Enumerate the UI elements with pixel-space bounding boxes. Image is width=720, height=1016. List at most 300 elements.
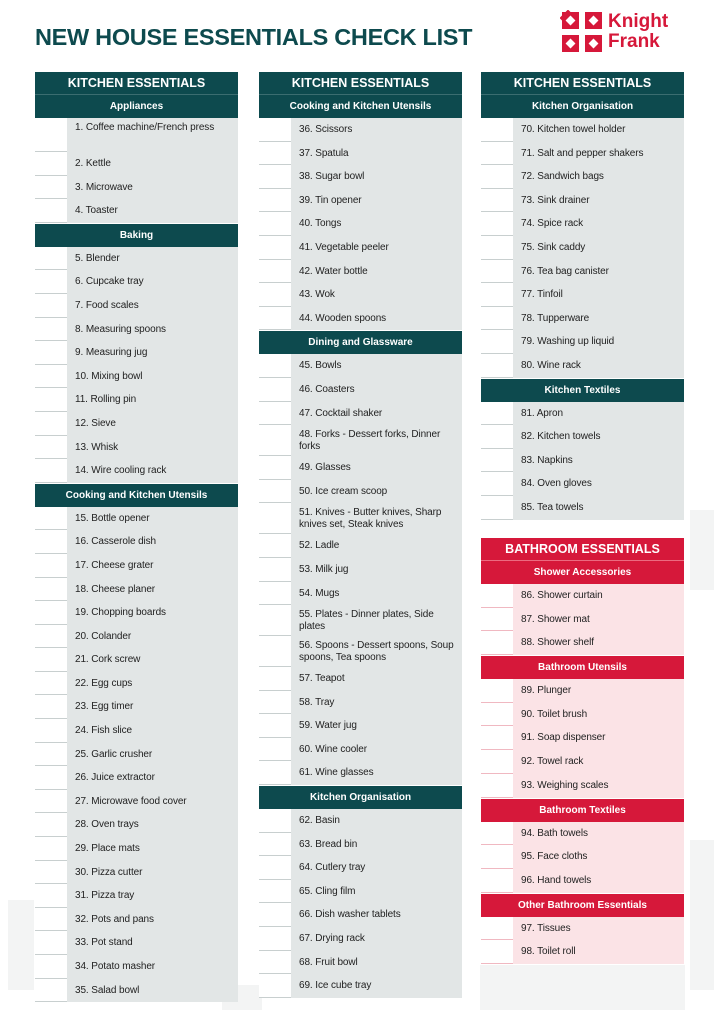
item-label: 39. Tin opener [299, 194, 362, 206]
checkbox[interactable] [481, 869, 513, 893]
checkbox[interactable] [259, 714, 291, 738]
background-house-decoration [8, 900, 34, 990]
item-label: 25. Garlic crusher [75, 748, 153, 760]
checkbox[interactable] [35, 152, 67, 176]
item-label: 52. Ladle [299, 540, 340, 552]
checklist-item [35, 318, 238, 342]
checkbox[interactable] [259, 378, 291, 402]
section-heading: Other Bathroom Essentials [481, 893, 684, 917]
checkbox[interactable] [481, 212, 513, 236]
logo-mark-icon [560, 10, 604, 54]
checkbox[interactable] [481, 260, 513, 284]
item-label: 21. Cork screw [75, 654, 141, 666]
checkbox[interactable] [259, 636, 291, 667]
item-label: 6. Cupcake tray [75, 276, 144, 288]
item-label: 62. Basin [299, 815, 340, 827]
checkbox[interactable] [35, 719, 67, 743]
checklist-item [481, 142, 684, 166]
checkbox[interactable] [35, 412, 67, 436]
item-label: 17. Cheese grater [75, 559, 154, 571]
checklist-item [259, 402, 462, 426]
checklist-item [259, 582, 462, 606]
checklist-item [35, 341, 238, 365]
checkbox[interactable] [481, 584, 513, 608]
checkbox[interactable] [259, 761, 291, 785]
checklist-item [35, 601, 238, 625]
checklist-item [481, 212, 684, 236]
checkbox[interactable] [35, 695, 67, 719]
item-label: 55. Plates - Dinner plates, Side plates [299, 609, 434, 633]
column-kitchen-3 [481, 72, 684, 520]
item-label: 48. Forks - Dessert forks, Dinner forks [299, 429, 441, 453]
item-label: 60. Wine cooler [299, 743, 367, 755]
checklist-item [259, 605, 462, 636]
item-label: 15. Bottle opener [75, 512, 150, 524]
item-label: 26. Juice extractor [75, 772, 155, 784]
column-heading: KITCHEN ESSENTIALS [35, 72, 238, 94]
item-label: 88. Shower shelf [521, 637, 594, 649]
checkbox[interactable] [259, 534, 291, 558]
item-label: 8. Measuring spoons [75, 323, 166, 335]
checkbox[interactable] [259, 809, 291, 833]
item-label: 28. Oven trays [75, 819, 139, 831]
item-label: 24. Fish slice [75, 725, 132, 737]
column-heading: KITCHEN ESSENTIALS [481, 72, 684, 94]
checklist-item [35, 743, 238, 767]
item-label: 98. Toilet roll [521, 946, 576, 958]
item-label: 57. Teapot [299, 673, 345, 685]
checklist-item [35, 931, 238, 955]
checkbox[interactable] [35, 318, 67, 342]
checklist-item [481, 118, 684, 142]
checklist-item [35, 884, 238, 908]
checkbox[interactable] [259, 605, 291, 636]
checkbox[interactable] [35, 931, 67, 955]
item-label: 72. Sandwich bags [521, 171, 604, 183]
checkbox[interactable] [259, 691, 291, 715]
checklist-item [481, 260, 684, 284]
column-heading: BATHROOM ESSENTIALS [481, 538, 684, 560]
item-label: 47. Cocktail shaker [299, 407, 383, 419]
checklist-item [35, 388, 238, 412]
checklist-item [259, 667, 462, 691]
checkbox[interactable] [259, 283, 291, 307]
checkbox[interactable] [259, 118, 291, 142]
item-label: 59. Water jug [299, 720, 357, 732]
background-house-decoration [690, 510, 714, 590]
checklist-item [481, 165, 684, 189]
item-label: 86. Shower curtain [521, 590, 603, 601]
checklist-item [481, 679, 684, 703]
checklist-item [481, 845, 684, 869]
column-kitchen-2 [259, 72, 462, 998]
checklist-item [35, 908, 238, 932]
checklist-item [259, 856, 462, 880]
checkbox[interactable] [481, 845, 513, 869]
checkbox[interactable] [35, 743, 67, 767]
logo-wordmark [608, 12, 668, 52]
checkbox[interactable] [35, 199, 67, 223]
checklist-item [481, 869, 684, 893]
checkbox[interactable] [481, 940, 513, 964]
checklist-item [481, 402, 684, 426]
checklist-item [35, 294, 238, 318]
checkbox[interactable] [259, 260, 291, 284]
item-label: 34. Potato masher [75, 961, 156, 972]
section-heading: Cooking and Kitchen Utensils [35, 483, 238, 507]
checkbox[interactable] [35, 554, 67, 578]
checklist-item [481, 425, 684, 449]
checklist-item [35, 436, 238, 460]
checklist-item [259, 714, 462, 738]
checkbox[interactable] [481, 189, 513, 213]
checklist-item [259, 165, 462, 189]
item-label: 11. Rolling pin [75, 394, 137, 406]
item-label: 14. Wire cooling rack [75, 465, 167, 477]
checklist-item [35, 118, 238, 152]
checkbox[interactable] [35, 979, 67, 1003]
checklist-item [481, 940, 684, 964]
item-label: 76. Tea bag canister [521, 265, 609, 277]
checklist-item [35, 955, 238, 979]
checklist-item [481, 774, 684, 798]
background-house-decoration [690, 840, 714, 990]
item-label: 93. Weighing scales [521, 779, 609, 791]
checklist-item [35, 766, 238, 790]
checkbox[interactable] [259, 165, 291, 189]
item-label: 65. Cling film [299, 885, 356, 897]
checkbox[interactable] [35, 625, 67, 649]
checkbox[interactable] [259, 558, 291, 582]
checkbox[interactable] [259, 354, 291, 378]
checkbox[interactable] [35, 270, 67, 294]
item-label: 67. Drying rack [299, 933, 365, 945]
checkbox[interactable] [259, 856, 291, 880]
checklist-item [35, 270, 238, 294]
checklist-item [259, 974, 462, 998]
checkbox[interactable] [35, 790, 67, 814]
checkbox[interactable] [481, 283, 513, 307]
section-heading: Kitchen Organisation [481, 94, 684, 118]
column-kitchen-1 [35, 72, 238, 1002]
checklist-item [481, 307, 684, 331]
checkbox[interactable] [481, 496, 513, 520]
checklist-item [481, 917, 684, 941]
item-label: 81. Apron [521, 407, 563, 419]
checklist-item [259, 236, 462, 260]
checklist-item [35, 365, 238, 389]
checklist-item [35, 837, 238, 861]
item-label: 97. Tissues [521, 922, 571, 934]
checkbox[interactable] [481, 118, 513, 142]
checkbox[interactable] [481, 236, 513, 260]
checkbox[interactable] [481, 425, 513, 449]
item-label: 18. Cheese planer [75, 583, 156, 595]
checkbox[interactable] [481, 330, 513, 354]
checklist-item [259, 636, 462, 667]
item-label: 91. Soap dispenser [521, 732, 606, 744]
checkbox[interactable] [259, 951, 291, 975]
checkbox[interactable] [481, 142, 513, 166]
section-heading: Shower Accessories [481, 560, 684, 584]
checkbox[interactable] [259, 480, 291, 504]
checkbox[interactable] [259, 927, 291, 951]
checkbox[interactable] [35, 766, 67, 790]
checklist-item [259, 354, 462, 378]
checkbox[interactable] [481, 307, 513, 331]
checklist-item [35, 979, 238, 1003]
checklist-item [35, 672, 238, 696]
checkbox[interactable] [259, 582, 291, 606]
checklist-item [35, 412, 238, 436]
checkbox[interactable] [259, 425, 291, 456]
item-label: 87. Shower mat [521, 613, 590, 625]
checkbox[interactable] [35, 601, 67, 625]
item-label: 66. Dish washer tablets [299, 909, 401, 921]
section-heading: Dining and Glassware [259, 330, 462, 354]
checkbox[interactable] [259, 236, 291, 260]
checklist-item [481, 496, 684, 520]
checklist-item [259, 142, 462, 166]
checklist-item [481, 584, 684, 608]
checkbox[interactable] [259, 880, 291, 904]
checklist-item [481, 354, 684, 378]
checklist-item [481, 472, 684, 496]
checkbox[interactable] [35, 861, 67, 885]
checkbox[interactable] [481, 402, 513, 426]
checklist-item [481, 703, 684, 727]
checkbox[interactable] [259, 503, 291, 534]
checklist-item [35, 648, 238, 672]
item-label: 16. Casserole dish [75, 536, 157, 548]
item-label: 58. Tray [299, 696, 335, 708]
item-label: 5. Blender [75, 252, 120, 264]
checklist-item [259, 558, 462, 582]
item-label: 50. Ice cream scoop [299, 485, 388, 497]
checklist-item [259, 927, 462, 951]
checkbox[interactable] [259, 142, 291, 166]
item-label: 64. Cutlery tray [299, 862, 366, 874]
item-label: 3. Microwave [75, 181, 133, 193]
checkbox[interactable] [259, 402, 291, 426]
checklist-item [35, 790, 238, 814]
checklist-item [481, 330, 684, 354]
item-label: 82. Kitchen towels [521, 431, 601, 443]
item-label: 23. Egg timer [75, 701, 134, 713]
checklist-item [35, 578, 238, 602]
item-label: 80. Wine rack [521, 359, 581, 371]
checklist-item [481, 822, 684, 846]
column-bathroom [481, 538, 684, 964]
checkbox[interactable] [35, 176, 67, 200]
section-heading: Bathroom Utensils [481, 655, 684, 679]
item-label: 75. Sink caddy [521, 241, 586, 253]
section-heading: Appliances [35, 94, 238, 118]
checklist-item [259, 534, 462, 558]
logo-line-2: Frank [608, 31, 660, 52]
checkbox[interactable] [35, 294, 67, 318]
checkbox[interactable] [481, 449, 513, 473]
item-label: 33. Pot stand [75, 937, 133, 949]
item-label: 85. Tea towels [521, 501, 584, 513]
item-label: 54. Mugs [299, 587, 340, 599]
checklist-item [259, 761, 462, 785]
section-heading: Kitchen Organisation [259, 785, 462, 809]
checkbox[interactable] [35, 341, 67, 365]
checkbox[interactable] [35, 118, 67, 152]
checklist-item [259, 456, 462, 480]
checkbox[interactable] [35, 648, 67, 672]
item-label: 42. Water bottle [299, 265, 368, 277]
checkbox[interactable] [481, 726, 513, 750]
item-label: 27. Microwave food cover [75, 795, 187, 807]
checkbox[interactable] [35, 388, 67, 412]
item-label: 78. Tupperware [521, 312, 590, 324]
item-label: 36. Scissors [299, 124, 353, 135]
checkbox[interactable] [35, 884, 67, 908]
checklist-item [259, 809, 462, 833]
checklist-item [35, 176, 238, 200]
checklist-item [35, 247, 238, 271]
checklist-item [259, 260, 462, 284]
checkbox[interactable] [259, 667, 291, 691]
item-label: 84. Oven gloves [521, 478, 592, 490]
item-label: 90. Toilet brush [521, 708, 588, 720]
item-label: 51. Knives - Butter knives, Sharp knives set, Steak knives [299, 507, 442, 531]
item-label: 53. Milk jug [299, 563, 349, 575]
section-heading: Bathroom Textiles [481, 798, 684, 822]
checklist-item [481, 449, 684, 473]
item-label: 63. Bread bin [299, 838, 358, 850]
item-label: 35. Salad bowl [75, 984, 140, 996]
checkbox[interactable] [35, 436, 67, 460]
item-label: 13. Whisk [75, 441, 119, 453]
checklist-item [481, 750, 684, 774]
checkbox[interactable] [481, 679, 513, 703]
checklist-item [481, 608, 684, 632]
checklist-item [259, 212, 462, 236]
item-label: 31. Pizza tray [75, 890, 135, 902]
item-label: 41. Vegetable peeler [299, 241, 389, 253]
checkbox[interactable] [481, 354, 513, 378]
item-label: 77. Tinfoil [521, 289, 563, 301]
item-label: 4. Toaster [75, 205, 118, 217]
checkbox[interactable] [481, 608, 513, 632]
column-heading: KITCHEN ESSENTIALS [259, 72, 462, 94]
checkbox[interactable] [35, 530, 67, 554]
item-label: 2. Kettle [75, 158, 111, 169]
item-label: 68. Fruit bowl [299, 956, 358, 968]
checkbox[interactable] [35, 672, 67, 696]
checklist-item [259, 307, 462, 331]
checklist-item [481, 631, 684, 655]
checkbox[interactable] [259, 212, 291, 236]
checkbox[interactable] [481, 750, 513, 774]
checklist-item [259, 738, 462, 762]
checklist-item [481, 189, 684, 213]
checkbox[interactable] [481, 165, 513, 189]
checkbox[interactable] [35, 813, 67, 837]
checkbox[interactable] [35, 365, 67, 389]
knight-frank-logo [560, 10, 690, 58]
item-label: 22. Egg cups [75, 677, 133, 689]
item-label: 70. Kitchen towel holder [521, 124, 626, 135]
checklist-item [35, 530, 238, 554]
section-heading: Cooking and Kitchen Utensils [259, 94, 462, 118]
section-heading: Kitchen Textiles [481, 378, 684, 402]
checklist-item [35, 507, 238, 531]
checkbox[interactable] [35, 837, 67, 861]
section-heading: Baking [35, 223, 238, 247]
item-label: 44. Wooden spoons [299, 312, 387, 324]
item-label: 40. Tongs [299, 218, 342, 230]
checklist-item [259, 880, 462, 904]
checkbox[interactable] [481, 703, 513, 727]
checklist-item [35, 199, 238, 223]
page-title: NEW HOUSE ESSENTIALS CHECK LIST [35, 24, 473, 50]
item-label: 69. Ice cube tray [299, 980, 372, 992]
item-label: 29. Place mats [75, 843, 140, 855]
checklist-item [35, 695, 238, 719]
checkbox[interactable] [481, 774, 513, 798]
checkbox[interactable] [35, 908, 67, 932]
item-label: 1. Coffee machine/French press [75, 122, 215, 133]
checklist-item [259, 425, 462, 456]
item-label: 10. Mixing bowl [75, 370, 143, 382]
item-label: 12. Sieve [75, 417, 116, 429]
checkbox[interactable] [259, 456, 291, 480]
checkbox[interactable] [481, 631, 513, 655]
checkbox[interactable] [481, 917, 513, 941]
item-label: 30. Pizza cutter [75, 866, 143, 878]
checkbox[interactable] [259, 738, 291, 762]
checkbox[interactable] [481, 472, 513, 496]
checkbox[interactable] [35, 507, 67, 531]
item-label: 46. Coasters [299, 383, 355, 395]
checkbox[interactable] [259, 903, 291, 927]
checkbox[interactable] [35, 247, 67, 271]
checklist-item [35, 861, 238, 885]
item-label: 94. Bath towels [521, 827, 588, 839]
item-label: 92. Towel rack [521, 756, 584, 768]
checkbox[interactable] [481, 822, 513, 846]
item-label: 71. Salt and pepper shakers [521, 147, 644, 159]
checkbox[interactable] [259, 833, 291, 857]
item-label: 32. Pots and pans [75, 913, 154, 925]
item-label: 56. Spoons - Dessert spoons, Soup spoons, Tea spoons [299, 640, 454, 664]
checkbox[interactable] [35, 955, 67, 979]
item-label: 49. Glasses [299, 462, 351, 474]
checkbox[interactable] [35, 459, 67, 483]
checkbox[interactable] [259, 307, 291, 331]
item-label: 61. Wine glasses [299, 767, 374, 779]
checkbox[interactable] [259, 189, 291, 213]
checklist-item [259, 833, 462, 857]
item-label: 83. Napkins [521, 454, 573, 466]
checklist-item [35, 813, 238, 837]
item-label: 96. Hand towels [521, 874, 592, 886]
checklist-item [259, 903, 462, 927]
checkbox[interactable] [259, 974, 291, 998]
item-label: 20. Colander [75, 630, 132, 642]
item-label: 73. Sink drainer [521, 194, 590, 206]
checklist-item [259, 189, 462, 213]
item-label: 7. Food scales [75, 299, 139, 311]
checkbox[interactable] [35, 578, 67, 602]
checklist-item [35, 625, 238, 649]
checklist-item [35, 719, 238, 743]
logo-line-1: Knight [608, 11, 669, 32]
